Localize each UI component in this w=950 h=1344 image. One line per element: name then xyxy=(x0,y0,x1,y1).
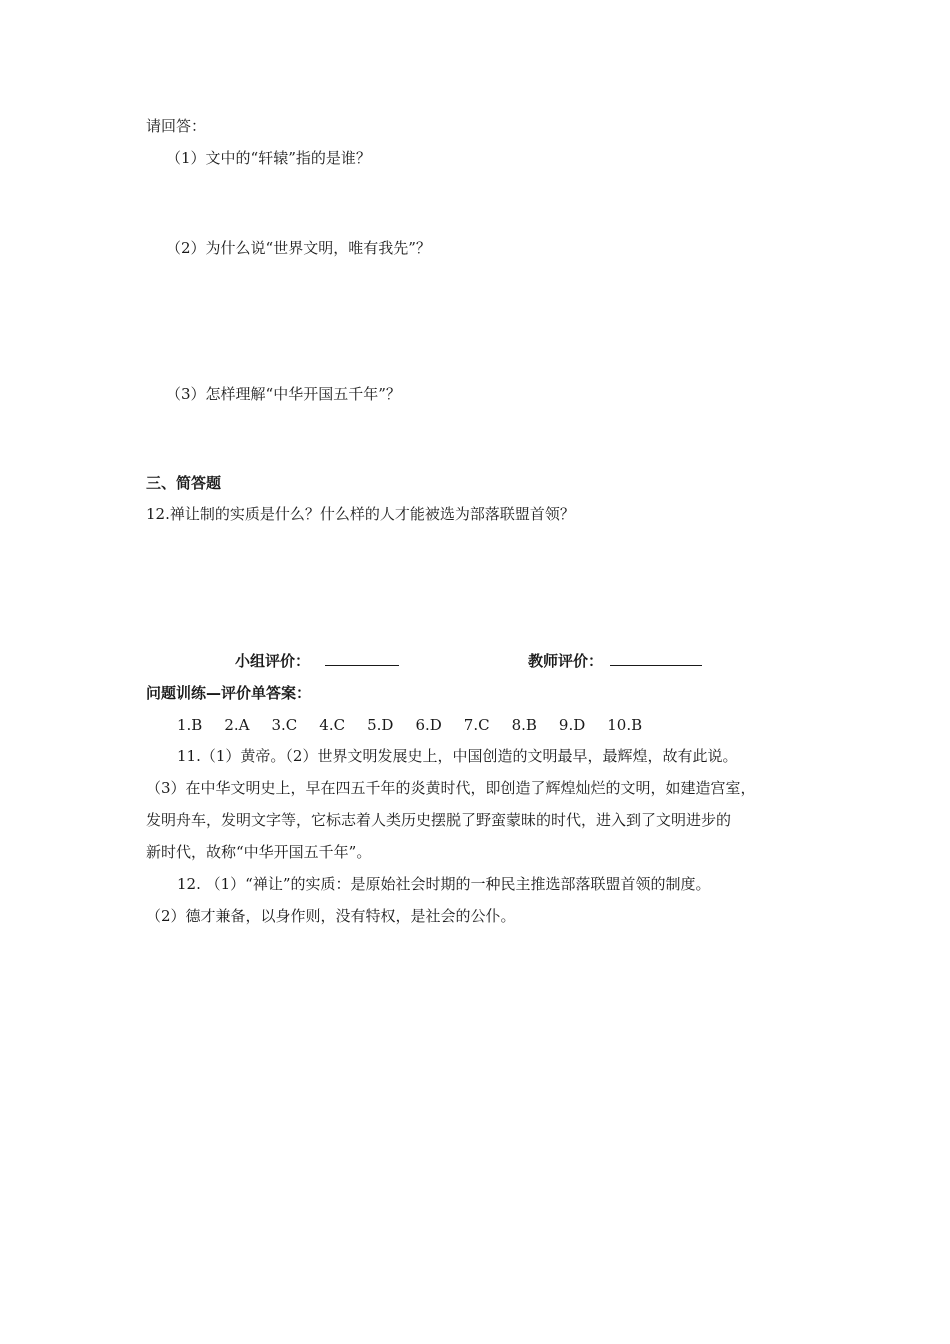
question-12: 12.禅让制的实质是什么？什么样的人才能被选为部落联盟首领？ xyxy=(146,505,575,523)
mc-answer: 9.D xyxy=(558,716,586,734)
answer-12-line-1: 12. （1）“禅让”的实质：是原始社会时期的一种民主推选部落联盟首领的制度。 xyxy=(177,875,711,893)
mc-answer: 8.B xyxy=(511,716,537,734)
mc-answer: 2.A xyxy=(224,716,250,734)
mc-answer: 6.D xyxy=(415,716,442,734)
intro-text: 请回答： xyxy=(146,117,207,135)
teacher-evaluation-blank[interactable] xyxy=(610,651,702,666)
group-evaluation xyxy=(235,651,399,671)
mc-answer: 7.C xyxy=(463,716,490,734)
mc-answer: 5.D xyxy=(367,716,394,734)
section-title-short-answer: 三、简答题 xyxy=(146,474,222,492)
answer-11-line-4: 新时代，故称“中华开国五千年”。 xyxy=(146,843,372,861)
group-evaluation-blank[interactable] xyxy=(325,651,399,666)
mc-answer: 3.C xyxy=(271,716,298,734)
multiple-choice-answers xyxy=(177,715,664,735)
question-3: （3）怎样理解“中华开国五千年”？ xyxy=(166,385,401,403)
answer-12-line-2: （2）德才兼备，以身作则，没有特权，是社会的公仆。 xyxy=(146,907,516,925)
mc-answer: 10.B xyxy=(607,716,643,734)
teacher-evaluation xyxy=(528,651,702,671)
mc-answer: 1.B xyxy=(177,716,203,734)
answer-11-line-3: 发明舟车，发明文字等，它标志着人类历史摆脱了野蛮蒙昧的时代，进入到了文明进步的 xyxy=(146,811,732,829)
question-2: （2）为什么说“世界文明，唯有我先”？ xyxy=(166,239,431,257)
answer-11-line-1: 11.（1）黄帝。（2）世界文明发展史上，中国创造的文明最早，最辉煌，故有此说。 xyxy=(177,747,738,765)
teacher-evaluation-label: 教师评价： xyxy=(528,652,604,670)
question-1: （1）文中的“轩辕”指的是谁？ xyxy=(166,149,371,167)
answers-title: 问题训练—评价单答案： xyxy=(146,684,312,702)
answer-11-line-2: （3）在中华文明史上，早在四五千年的炎黄时代，即创造了辉煌灿烂的文明，如建造宫室， xyxy=(146,779,756,797)
mc-answer: 4.C xyxy=(319,716,346,734)
group-evaluation-label: 小组评价： xyxy=(235,652,311,670)
